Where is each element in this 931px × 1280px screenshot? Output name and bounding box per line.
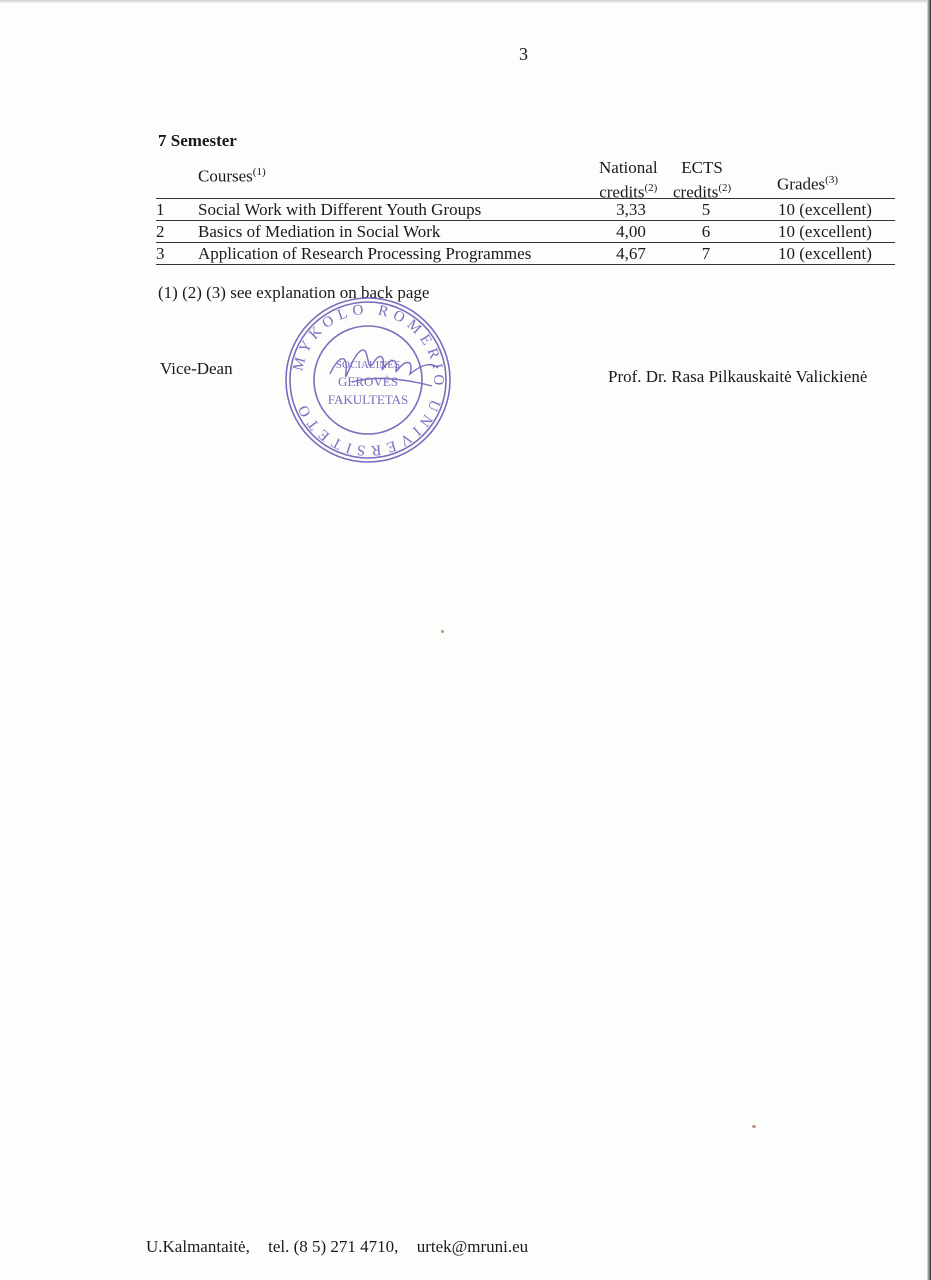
national-credits: 3,33 bbox=[616, 200, 646, 219]
university-seal-stamp bbox=[282, 296, 454, 464]
row-number: 1 bbox=[156, 200, 165, 219]
course-name: Social Work with Different Youth Groups bbox=[198, 200, 482, 219]
header-ects-credits: ECTS credits$^{(2)}$ bbox=[673, 158, 732, 202]
table-row bbox=[156, 199, 895, 221]
signatory-name: Prof. Dr. Rasa Pilkauskaitė Valickienė bbox=[608, 367, 868, 386]
grade: 10 (excellent) bbox=[778, 244, 872, 263]
ects-credits: 7 bbox=[701, 244, 711, 263]
national-credits: 4,00 bbox=[616, 222, 646, 241]
contact-email: urtek@mruni.eu bbox=[416, 1237, 529, 1256]
svg-text:SOCIALINĖS: SOCIALINĖS bbox=[335, 359, 401, 371]
grades-table bbox=[156, 156, 895, 265]
svg-text:FAKULTETAS: FAKULTETAS bbox=[327, 392, 409, 407]
scan-speck bbox=[752, 1125, 756, 1128]
scan-edge-top bbox=[0, 0, 931, 3]
header-grades: Grades$^{(3)}$ bbox=[777, 174, 838, 194]
course-name: Application of Research Processing Programmes bbox=[198, 244, 532, 263]
contact-phone: tel. (8 5) 271 4710, bbox=[268, 1237, 399, 1256]
course-name: Basics of Mediation in Social Work bbox=[198, 222, 441, 241]
table-header bbox=[156, 156, 895, 202]
national-credits: 4,67 bbox=[616, 244, 646, 263]
scan-speck bbox=[441, 630, 444, 633]
scan-edge-right bbox=[927, 0, 931, 1280]
footnote: (1) (2) (3) see explanation on back page bbox=[158, 283, 430, 302]
signature-role: Vice-Dean bbox=[160, 359, 233, 378]
table-row bbox=[156, 243, 895, 265]
ects-credits: 6 bbox=[701, 222, 711, 241]
header-national-credits: National credits$^{(2)}$ bbox=[599, 158, 658, 202]
row-number: 3 bbox=[156, 244, 165, 263]
svg-text:GEROVĖS: GEROVĖS bbox=[338, 374, 398, 389]
semester-heading: 7 Semester bbox=[158, 131, 237, 150]
page-number: 3 bbox=[519, 44, 528, 64]
table-row bbox=[156, 221, 895, 243]
header-courses: Courses$^{(1)}$ bbox=[198, 166, 266, 186]
contact-name: U.Kalmantaitė, bbox=[146, 1237, 250, 1256]
ects-credits: 5 bbox=[701, 200, 711, 219]
grade: 10 (excellent) bbox=[778, 222, 872, 241]
row-number: 2 bbox=[156, 222, 165, 241]
contact-footer bbox=[146, 1237, 542, 1257]
svg-text:MYKOLO ROMERIO UNIVERSITETO: MYKOLO ROMERIO UNIVERSITETO bbox=[290, 301, 447, 459]
grade: 10 (excellent) bbox=[778, 200, 872, 219]
